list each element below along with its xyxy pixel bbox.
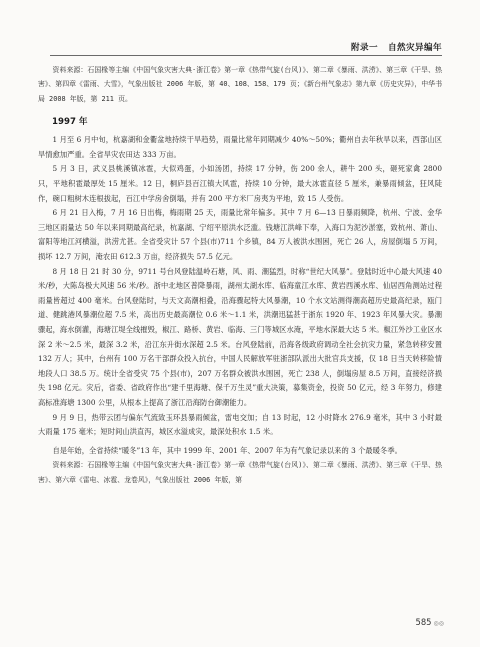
page-ornament: ◎◎ — [433, 620, 444, 627]
year-heading: 1997 年 — [52, 117, 88, 128]
header-title: 自然灾异编年 — [388, 43, 442, 53]
paragraph-yuhuan-rainstorm: 9 月 9 日，热带云团与偏东气流致玉环县暴雨倾盆，雷电交加；自 13 时起，12 小时降水 276.9 毫米，其中 3 小时最大雨量 175 毫米；短时间山洪直泻，城区水溢成灾，最深处积水 1.5 米。 — [38, 412, 442, 437]
page-number-value: 585 — [415, 617, 432, 627]
source-note-top: 资料来源：石国椽等主编《中国气象灾害大典·浙江卷》第一章《热带气旋(台风)》、第二章《暴雨、洪涝》、第三章《干旱、热害》、第四章《雷雨、大雪》，气象出版社 2006 年版，第 40、108、158、179 页；《新台州气象志》第九章《历史灾异》，中华书局 2008 年版，第 211 页。 — [38, 66, 442, 103]
page-number — [416, 617, 444, 627]
main-text — [38, 63, 442, 487]
paragraph-warm-winter: 自是年始，全省持续“暖冬”13 年，其中 1999 年、2001 年、2007 年为有气象记录以来的 3 个最暖冬季。 — [52, 445, 402, 455]
source-note-bottom: 资料来源：石国椽等主编《中国气象灾害大典·浙江卷》第一章《热带气旋(台风)》、第二章《暴雨、洪涝》、第三章《干旱、热害》、第六章《雷电、冰雹、龙卷风》，气象出版社 2006 年版，第 — [38, 461, 442, 484]
running-header — [351, 41, 442, 53]
paragraph-plum-rain: 6 月 21 日入梅，7 月 16 日出梅，梅雨期 25 天，雨量比常年偏多。其中 7 月 6—13 日暴雨频降，杭州、宁波、金华三地区雨量达 50 年以来同期最高纪录，杭嘉湖、宁绍平原洪水泛滥。钱塘江洪峰下奉，入海口为泥沙淤塞，致杭州、萧山、富阳等地江河横溢，洪涝尤甚。全省受灾计 57 个县(市)711 个乡镇，84 万人被洪水围困，死亡 26 人，房屋倒塌 5 万间，损坏 12.7 万间，淹农田 612.3 万亩，经济损失 57.5 亿元。 — [38, 208, 442, 261]
paragraph-hail: 5 月 3 日，武义县桃溪镇冰雹，大似鸡蛋，小如汤团，持续 17 分钟，伤 200 余人，耕牛 200 头，砸死家禽 2800 只，平地积雹最厚处 15 厘米。12 日，桐庐县百江镇大风雹，持续 10 分钟，最大冰雹直径 5 厘米，兼暴雨倾盆，狂风陡作，碗口粗树木连根拔起，百江中学房舍倒塌，并有 200 平方米厂房夷为平地，致 15 人受伤。 — [38, 164, 442, 203]
header-rule — [50, 55, 442, 56]
paragraph-drought: 1 月至 6 月中旬，杭嘉湖和金衢盆地持续干旱趋势，雨量比常年同期减少 40%～50%；衢州自去年秋旱以来，西部山区旱情愈加严重。全省旱灾农田达 333 万亩。 — [38, 135, 442, 159]
header-appendix: 附录一 — [351, 43, 379, 53]
paragraph-typhoon: 8 月 18 日 21 时 30 分，9711 号台风登陆温岭石塘，风、雨、潮猛烈，时称“世纪大风暴”。登陆时近中心最大风速 40 米/秒，大陈岛极大风速 56 米/秒。浙中北地区普降暴雨，湖州太湖水库、临海童江水库、黄岩西溪水库、仙居西角测站过程雨量皆超过 400 毫米。台风登陆时，与天文高潮相叠，沿海骤起特大风暴潮，10 个水文站测得潮高超历史最高纪录，瓯门道、健跳港风暴潮位超 7.5 米，高出历史最高潮位 0.6 米～1.1 米，洪潮迅猛甚于浙东 1920 年、1923 年风暴大灾。暴潮骤起，海水倒灌，海塘江堤全线摧毁，椒江、路桥、黄岩、临海、三门等城区水淹，平地水深最大达 5 米。椒江外沙工业区水深 2 米～2.5 米，最深 3.2 米，沿江东升街水深超 2.5 米。台风登陆前，沿海各级政府调动全社会抗灾力量，紧急转移安置 132 万人；其中，台州有 100 万名干部群众投入抗台，中国人民解放军驻浙部队派出大批官兵支援，仅 18 日当天转移险情地段人口 38.5 万。统计全省受灾 75 个县(市)，207 万名群众被洪水围困，死亡 238 人，倒塌房屋 8.5 万间，直接经济损失 198 亿元。灾后，省委、省政府作出“建千里海塘、保千万生灵”重大决策，募集资金，投资 50 亿元，经 3 年努力，修建高标准海塘 1300 公里，从根本上提高了浙江沿海防台御潮能力。 — [38, 266, 442, 407]
